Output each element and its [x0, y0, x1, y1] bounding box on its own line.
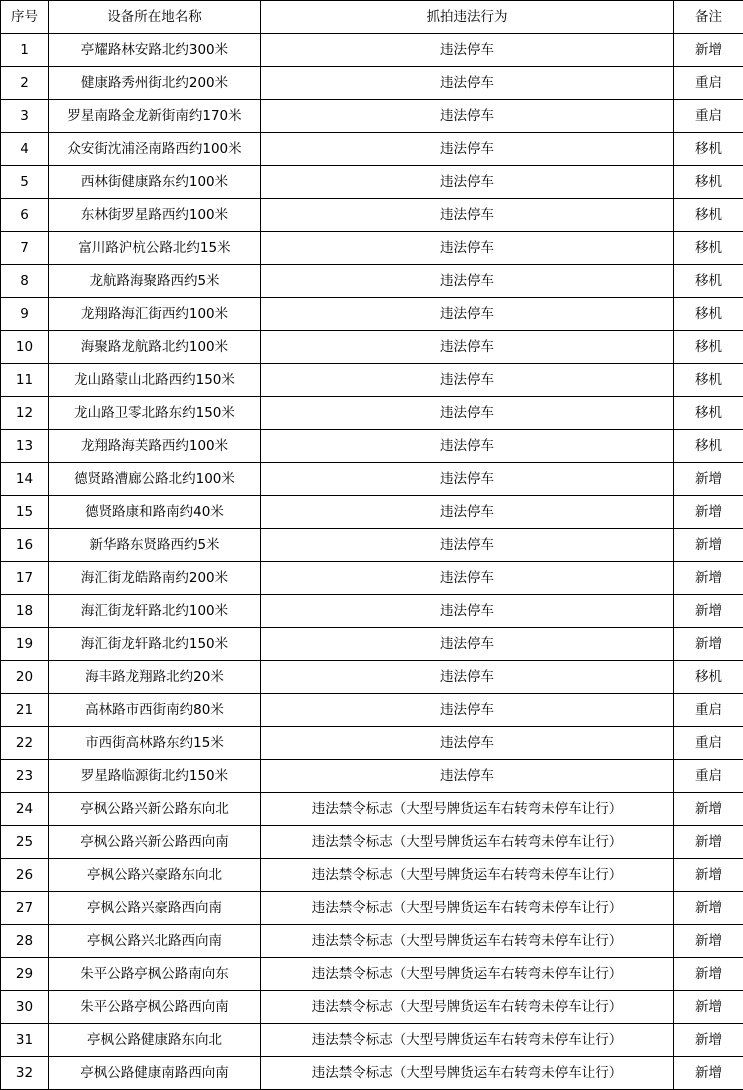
- cell-behavior: 违法停车: [261, 529, 674, 562]
- cell-location: 市西街高林路东约15米: [49, 727, 261, 760]
- cell-behavior: 违法禁令标志（大型号牌货运车右转弯未停车让行）: [261, 793, 674, 826]
- cell-note: 移机: [674, 661, 743, 694]
- cell-index: 9: [1, 298, 49, 331]
- cell-behavior: 违法停车: [261, 397, 674, 430]
- cell-behavior: 违法停车: [261, 265, 674, 298]
- table-row: [1, 694, 743, 727]
- cell-behavior: 违法停车: [261, 133, 674, 166]
- cell-location: 亭枫公路健康路东向北: [49, 1024, 261, 1057]
- cell-index: 2: [1, 67, 49, 100]
- table-row: [1, 958, 743, 991]
- cell-behavior: 违法禁令标志（大型号牌货运车右转弯未停车让行）: [261, 826, 674, 859]
- cell-location: 健康路秀州街北约200米: [49, 67, 261, 100]
- cell-note: 移机: [674, 430, 743, 463]
- cell-behavior: 违法停车: [261, 463, 674, 496]
- cell-location: 海汇街龙轩路北约100米: [49, 595, 261, 628]
- cell-index: 28: [1, 925, 49, 958]
- cell-location: 新华路东贤路西约5米: [49, 529, 261, 562]
- cell-location: 亭枫公路兴豪路西向南: [49, 892, 261, 925]
- cell-behavior: 违法停车: [261, 232, 674, 265]
- table-row: [1, 265, 743, 298]
- cell-index: 20: [1, 661, 49, 694]
- cell-index: 30: [1, 991, 49, 1024]
- table-row: [1, 1024, 743, 1057]
- cell-index: 23: [1, 760, 49, 793]
- cell-index: 26: [1, 859, 49, 892]
- table-row: [1, 562, 743, 595]
- cell-behavior: 违法停车: [261, 562, 674, 595]
- cell-index: 25: [1, 826, 49, 859]
- table-row: [1, 133, 743, 166]
- cell-index: 11: [1, 364, 49, 397]
- cell-index: 16: [1, 529, 49, 562]
- cell-location: 亭枫公路兴新公路东向北: [49, 793, 261, 826]
- cell-index: 18: [1, 595, 49, 628]
- cell-location: 亭枫公路兴新公路西向南: [49, 826, 261, 859]
- cell-note: 重启: [674, 694, 743, 727]
- cell-location: 龙山路卫零北路东约150米: [49, 397, 261, 430]
- cell-index: 32: [1, 1057, 49, 1090]
- cell-index: 12: [1, 397, 49, 430]
- table-row: [1, 34, 743, 67]
- table-row: [1, 628, 743, 661]
- cell-location: 亭枫公路健康南路西向南: [49, 1057, 261, 1090]
- table-row: [1, 331, 743, 364]
- cell-location: 亭枫公路兴北路西向南: [49, 925, 261, 958]
- cell-note: 重启: [674, 67, 743, 100]
- table-row: [1, 826, 743, 859]
- table-row: [1, 430, 743, 463]
- header-location: 设备所在地名称: [49, 1, 261, 34]
- cell-behavior: 违法停车: [261, 364, 674, 397]
- cell-location: 朱平公路亭枫公路南向东: [49, 958, 261, 991]
- cell-location: 富川路沪杭公路北约15米: [49, 232, 261, 265]
- cell-note: 新增: [674, 595, 743, 628]
- table-row: [1, 397, 743, 430]
- header-index: 序号: [1, 1, 49, 34]
- table-row: [1, 463, 743, 496]
- cell-note: 移机: [674, 166, 743, 199]
- cell-note: 新增: [674, 793, 743, 826]
- table-row: [1, 166, 743, 199]
- cell-behavior: 违法停车: [261, 199, 674, 232]
- table-row: [1, 529, 743, 562]
- cell-location: 亭耀路林安路北约300米: [49, 34, 261, 67]
- cell-index: 24: [1, 793, 49, 826]
- cell-behavior: 违法停车: [261, 166, 674, 199]
- table-body: [1, 34, 743, 1090]
- cell-index: 6: [1, 199, 49, 232]
- cell-note: 新增: [674, 34, 743, 67]
- cell-behavior: 违法禁令标志（大型号牌货运车右转弯未停车让行）: [261, 859, 674, 892]
- table-row: [1, 859, 743, 892]
- cell-behavior: 违法停车: [261, 34, 674, 67]
- cell-note: 新增: [674, 859, 743, 892]
- cell-location: 海丰路龙翔路北约20米: [49, 661, 261, 694]
- cell-behavior: 违法禁令标志（大型号牌货运车右转弯未停车让行）: [261, 1024, 674, 1057]
- cell-location: 罗星路临源街北约150米: [49, 760, 261, 793]
- cell-behavior: 违法停车: [261, 727, 674, 760]
- table-header-row: [1, 1, 743, 34]
- cell-location: 海汇街龙皓路南约200米: [49, 562, 261, 595]
- cell-behavior: 违法停车: [261, 100, 674, 133]
- cell-behavior: 违法停车: [261, 760, 674, 793]
- cell-location: 高林路市西街南约80米: [49, 694, 261, 727]
- table-row: [1, 595, 743, 628]
- cell-note: 新增: [674, 991, 743, 1024]
- table-row: [1, 727, 743, 760]
- table-row: [1, 1057, 743, 1090]
- header-behavior: 抓拍违法行为: [261, 1, 674, 34]
- cell-index: 29: [1, 958, 49, 991]
- cell-note: 新增: [674, 1024, 743, 1057]
- cell-note: 新增: [674, 529, 743, 562]
- cell-note: 新增: [674, 628, 743, 661]
- cell-index: 14: [1, 463, 49, 496]
- cell-behavior: 违法停车: [261, 331, 674, 364]
- cell-location: 朱平公路亭枫公路西向南: [49, 991, 261, 1024]
- cell-index: 13: [1, 430, 49, 463]
- cell-note: 新增: [674, 463, 743, 496]
- table-row: [1, 496, 743, 529]
- cell-location: 龙翔路海芙路西约100米: [49, 430, 261, 463]
- cell-index: 21: [1, 694, 49, 727]
- cell-note: 移机: [674, 397, 743, 430]
- cell-index: 1: [1, 34, 49, 67]
- table-row: [1, 793, 743, 826]
- cell-note: 移机: [674, 364, 743, 397]
- table-row: [1, 232, 743, 265]
- cell-note: 新增: [674, 958, 743, 991]
- cell-index: 5: [1, 166, 49, 199]
- cell-behavior: 违法停车: [261, 661, 674, 694]
- table-row: [1, 760, 743, 793]
- cell-note: 重启: [674, 100, 743, 133]
- table-row: [1, 199, 743, 232]
- table-row: [1, 925, 743, 958]
- cell-index: 22: [1, 727, 49, 760]
- cell-location: 德贤路漕廊公路北约100米: [49, 463, 261, 496]
- cell-index: 8: [1, 265, 49, 298]
- cell-index: 10: [1, 331, 49, 364]
- cell-index: 7: [1, 232, 49, 265]
- cell-index: 19: [1, 628, 49, 661]
- cell-behavior: 违法禁令标志（大型号牌货运车右转弯未停车让行）: [261, 925, 674, 958]
- cell-location: 龙航路海聚路西约5米: [49, 265, 261, 298]
- cell-note: 移机: [674, 133, 743, 166]
- cell-note: 移机: [674, 199, 743, 232]
- cell-note: 移机: [674, 265, 743, 298]
- cell-index: 4: [1, 133, 49, 166]
- cell-behavior: 违法禁令标志（大型号牌货运车右转弯未停车让行）: [261, 892, 674, 925]
- cell-note: 移机: [674, 298, 743, 331]
- cell-location: 海聚路龙航路北约100米: [49, 331, 261, 364]
- cell-note: 新增: [674, 826, 743, 859]
- cell-note: 新增: [674, 562, 743, 595]
- cell-location: 龙山路蒙山北路西约150米: [49, 364, 261, 397]
- table-row: [1, 364, 743, 397]
- table-row: [1, 298, 743, 331]
- table-row: [1, 100, 743, 133]
- cell-note: 新增: [674, 925, 743, 958]
- cell-behavior: 违法停车: [261, 298, 674, 331]
- cell-behavior: 违法停车: [261, 67, 674, 100]
- cell-note: 重启: [674, 760, 743, 793]
- cell-index: 17: [1, 562, 49, 595]
- table-row: [1, 661, 743, 694]
- table-row: [1, 892, 743, 925]
- cell-behavior: 违法停车: [261, 430, 674, 463]
- cell-location: 海汇街龙轩路北约150米: [49, 628, 261, 661]
- cell-location: 德贤路康和路南约40米: [49, 496, 261, 529]
- cell-note: 移机: [674, 232, 743, 265]
- cell-location: 罗星南路金龙新街南约170米: [49, 100, 261, 133]
- header-note: 备注: [674, 1, 743, 34]
- cell-note: 新增: [674, 496, 743, 529]
- cell-location: 亭枫公路兴豪路东向北: [49, 859, 261, 892]
- cell-behavior: 违法禁令标志（大型号牌货运车右转弯未停车让行）: [261, 991, 674, 1024]
- cell-note: 移机: [674, 331, 743, 364]
- cell-note: 新增: [674, 1057, 743, 1090]
- table-row: [1, 991, 743, 1024]
- cell-behavior: 违法停车: [261, 694, 674, 727]
- table-row: [1, 67, 743, 100]
- cell-note: 重启: [674, 727, 743, 760]
- cell-location: 西林街健康路东约100米: [49, 166, 261, 199]
- cell-index: 15: [1, 496, 49, 529]
- cell-index: 3: [1, 100, 49, 133]
- cell-behavior: 违法停车: [261, 496, 674, 529]
- cell-behavior: 违法停车: [261, 628, 674, 661]
- cell-behavior: 违法停车: [261, 595, 674, 628]
- cell-note: 新增: [674, 892, 743, 925]
- cell-location: 东林街罗星路西约100米: [49, 199, 261, 232]
- cell-behavior: 违法禁令标志（大型号牌货运车右转弯未停车让行）: [261, 958, 674, 991]
- cell-index: 27: [1, 892, 49, 925]
- cell-behavior: 违法禁令标志（大型号牌货运车右转弯未停车让行）: [261, 1057, 674, 1090]
- cell-location: 众安街沈浦泾南路西约100米: [49, 133, 261, 166]
- cell-location: 龙翔路海汇街西约100米: [49, 298, 261, 331]
- cell-index: 31: [1, 1024, 49, 1057]
